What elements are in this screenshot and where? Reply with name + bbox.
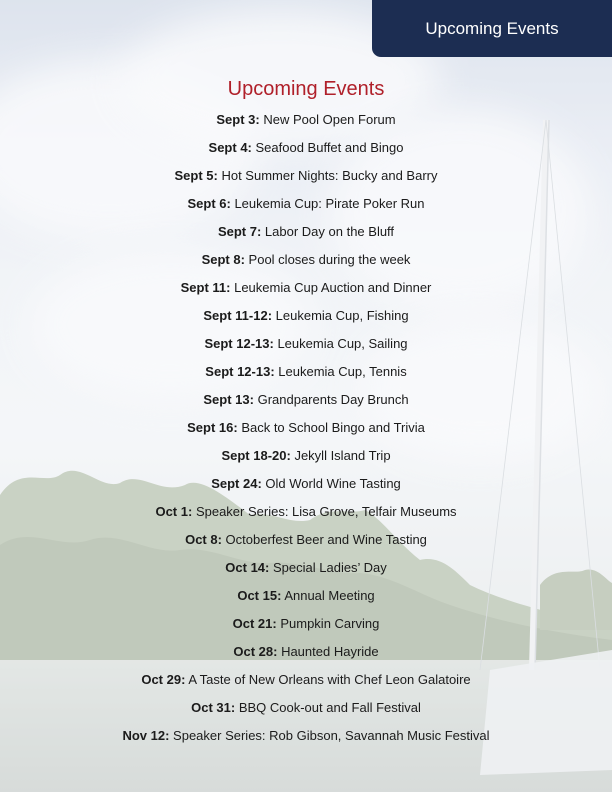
event-name: Speaker Series: Rob Gibson, Savannah Music Festival — [173, 728, 490, 743]
event-name: New Pool Open Forum — [263, 112, 396, 127]
event-date: Sept 5: — [174, 168, 218, 183]
event-name: Haunted Hayride — [281, 644, 379, 659]
event-date: Sept 3: — [216, 112, 260, 127]
event-name: BBQ Cook-out and Fall Festival — [238, 700, 421, 715]
event-item — [0, 111, 612, 139]
event-date: Oct 15: — [237, 588, 282, 603]
event-item — [0, 671, 612, 699]
event-name: Seafood Buffet and Bingo — [255, 140, 404, 155]
event-date: Oct 31: — [191, 700, 236, 715]
event-item — [0, 363, 612, 391]
event-item — [0, 727, 612, 755]
event-item — [0, 531, 612, 559]
event-name: Back to School Bingo and Trivia — [241, 420, 425, 435]
event-name: Leukemia Cup, Tennis — [278, 364, 407, 379]
event-date: Sept 24: — [211, 476, 262, 491]
event-item — [0, 195, 612, 223]
event-item — [0, 307, 612, 335]
event-date: Oct 29: — [141, 672, 186, 687]
event-item — [0, 475, 612, 503]
event-name: Labor Day on the Bluff — [264, 224, 395, 239]
event-item — [0, 251, 612, 279]
event-item — [0, 139, 612, 167]
event-name: Leukemia Cup, Sailing — [277, 336, 408, 351]
event-item — [0, 587, 612, 615]
event-date: Oct 21: — [232, 616, 277, 631]
event-name: Pool closes during the week — [248, 252, 411, 267]
event-item — [0, 391, 612, 419]
event-item — [0, 279, 612, 307]
event-date: Sept 12-13: — [205, 364, 275, 379]
event-item — [0, 643, 612, 671]
event-date: Sept 13: — [203, 392, 254, 407]
event-date: Sept 8: — [201, 252, 245, 267]
events-list — [0, 111, 612, 755]
event-date: Sept 12-13: — [204, 336, 274, 351]
event-date: Oct 1: — [155, 504, 193, 519]
event-item — [0, 335, 612, 363]
event-name: Grandparents Day Brunch — [257, 392, 409, 407]
event-date: Sept 4: — [208, 140, 252, 155]
event-date: Sept 16: — [187, 420, 238, 435]
event-item — [0, 559, 612, 587]
event-item — [0, 167, 612, 195]
event-name: Pumpkin Carving — [280, 616, 380, 631]
event-name: Jekyll Island Trip — [294, 448, 391, 463]
event-name: Special Ladies’ Day — [273, 560, 387, 575]
event-item — [0, 419, 612, 447]
event-date: Nov 12: — [122, 728, 170, 743]
event-date: Sept 11: — [180, 280, 231, 295]
event-date: Oct 28: — [233, 644, 278, 659]
event-date: Sept 11-12: — [203, 308, 273, 323]
event-item — [0, 503, 612, 531]
header-tab-label: Upcoming Events — [425, 18, 559, 38]
event-name: Octoberfest Beer and Wine Tasting — [225, 532, 427, 547]
event-date: Oct 14: — [225, 560, 270, 575]
event-name: Old World Wine Tasting — [265, 476, 401, 491]
header-tab — [372, 0, 612, 57]
event-name: A Taste of New Orleans with Chef Leon Galatoire — [188, 672, 471, 687]
event-date: Sept 6: — [187, 196, 231, 211]
event-item — [0, 223, 612, 251]
event-name: Leukemia Cup: Pirate Poker Run — [234, 196, 425, 211]
event-item — [0, 699, 612, 727]
event-name: Annual Meeting — [284, 588, 375, 603]
event-name: Hot Summer Nights: Bucky and Barry — [221, 168, 438, 183]
event-item — [0, 615, 612, 643]
event-name: Leukemia Cup Auction and Dinner — [234, 280, 432, 295]
page-title: Upcoming Events — [227, 78, 385, 100]
event-item — [0, 447, 612, 475]
event-date: Sept 7: — [217, 224, 262, 239]
event-name: Leukemia Cup, Fishing — [275, 308, 409, 323]
event-date: Sept 18-20: — [221, 448, 291, 463]
event-date: Oct 8: — [185, 532, 222, 547]
event-name: Speaker Series: Lisa Grove, Telfair Museums — [195, 504, 457, 519]
